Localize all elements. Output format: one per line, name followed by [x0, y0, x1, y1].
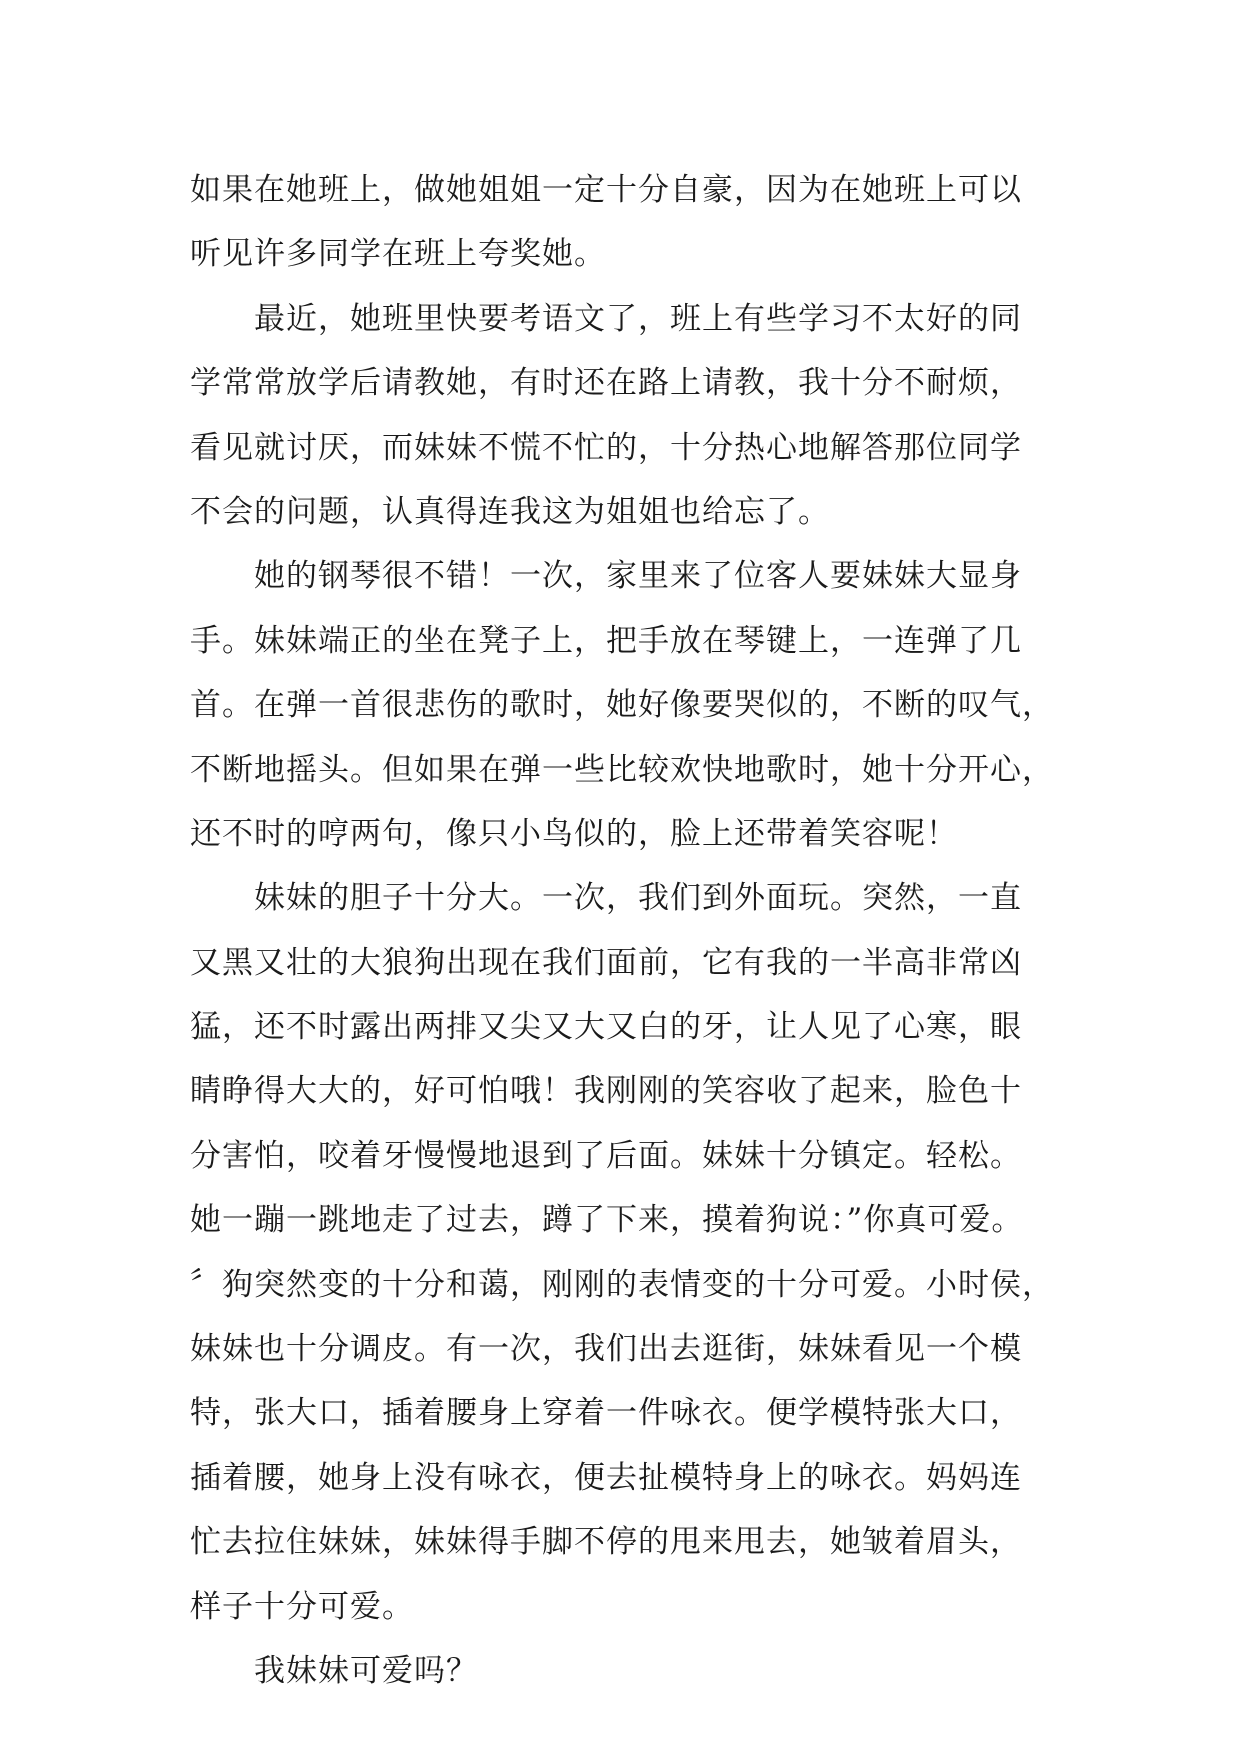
- text-line: 她一蹦一跳地走了过去，蹲了下来，摸着狗说：”你真可爱。: [190, 1202, 1024, 1239]
- text-line: 还不时的哼两句，像只小鸟似的，脸上还带着笑容呢！: [190, 815, 958, 852]
- text-line: 手。妹妹端正的坐在凳子上，把手放在琴键上，一连弹了几: [190, 622, 1022, 659]
- text-line: 分害怕，咬着牙慢慢地退到了后面。妹妹十分镇定。轻松。: [190, 1137, 1022, 1174]
- text-line: 听见许多同学在班上夸奖她。: [190, 236, 606, 273]
- text-line: 如果在她班上，做她姐姐一定十分自豪，因为在她班上可以: [190, 172, 1022, 208]
- text-line: 特，张大口，插着腰身上穿着一件咏衣。便学模特张大口，: [190, 1395, 1022, 1432]
- paragraph-start-line: 我妹妹可爱吗？: [254, 1652, 478, 1689]
- text-line: 忙去拉住妹妹，妹妹得手脚不停的甩来甩去，她皱着眉头，: [190, 1524, 1022, 1561]
- text-line: 猛，还不时露出两排又尖又大又白的牙，让人见了心寒，眼: [190, 1009, 1022, 1046]
- paragraph-start-line: 她的钢琴很不错！一次，家里来了位客人要妹妹大显身: [254, 558, 1022, 595]
- text-line: 插着腰，她身上没有咏衣，便去扯模特身上的咏衣。妈妈连: [190, 1459, 1022, 1496]
- text-line: 又黑又壮的大狼狗出现在我们面前，它有我的一半高非常凶: [190, 944, 1022, 981]
- paragraph-start-line: 妹妹的胆子十分大。一次，我们到外面玩。突然，一直: [254, 880, 1022, 917]
- text-line: 不会的问题，认真得连我这为姐姐也给忘了。: [190, 493, 830, 530]
- text-line: 样子十分可爱。: [190, 1588, 414, 1625]
- text-line: 睛睁得大大的，好可怕哦！我刚刚的笑容收了起来，脸色十: [190, 1073, 1022, 1110]
- document-body: [190, 158, 1060, 1703]
- text-line: 〞狗突然变的十分和蔼，刚刚的表情变的十分可爱。小时侯，: [190, 1266, 1054, 1303]
- text-line: 看见就讨厌，而妹妹不慌不忙的，十分热心地解答那位同学: [190, 429, 1022, 466]
- text-line: 首。在弹一首很悲伤的歌时，她好像要哭似的，不断的叹气，: [190, 687, 1054, 724]
- text-line: 不断地摇头。但如果在弹一些比较欢快地歌时，她十分开心，: [190, 751, 1054, 788]
- paragraph-start-line: 最近，她班里快要考语文了，班上有些学习不太好的同: [254, 300, 1022, 337]
- text-line: 妹妹也十分调皮。有一次，我们出去逛街，妹妹看见一个模: [190, 1331, 1022, 1368]
- text-line: 学常常放学后请教她，有时还在路上请教，我十分不耐烦，: [190, 365, 1022, 402]
